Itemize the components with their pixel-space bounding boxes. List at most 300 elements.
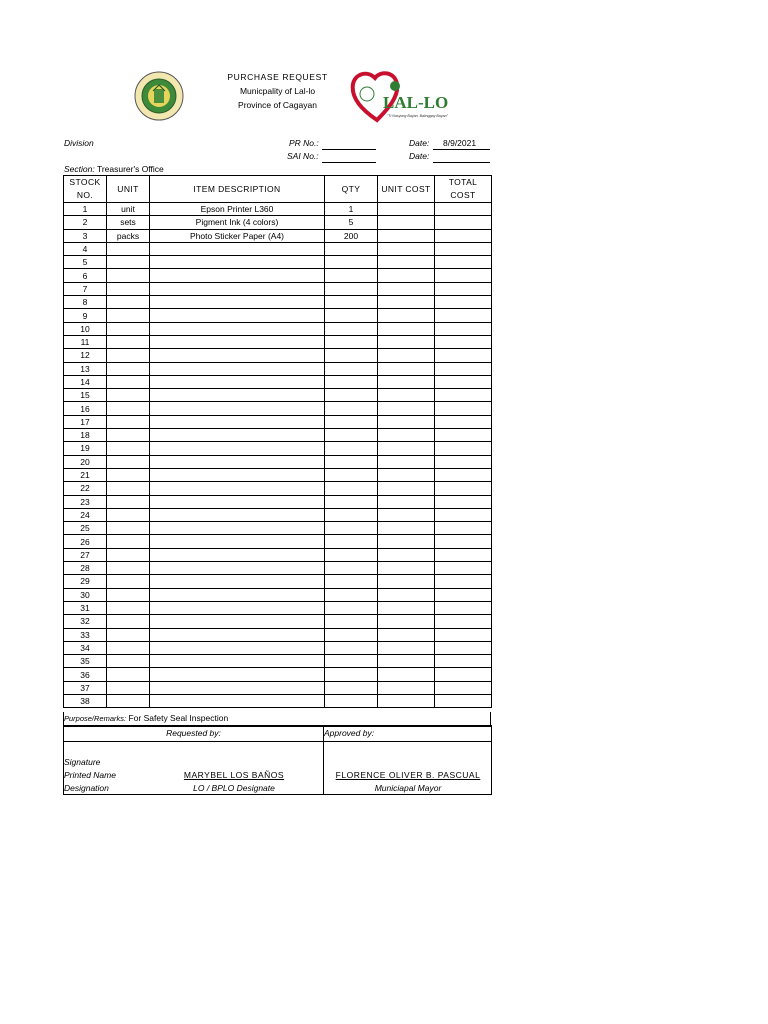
unit-cost-cell bbox=[378, 256, 435, 269]
total-cost-cell bbox=[435, 203, 492, 216]
item-description-cell bbox=[150, 468, 325, 481]
requester-name: MARYBEL LOS BAÑOS bbox=[183, 770, 285, 780]
unit-cost-cell bbox=[378, 575, 435, 588]
unit-cell bbox=[107, 522, 150, 535]
unit-cell bbox=[107, 322, 150, 335]
table-row bbox=[64, 256, 492, 269]
col-header-total-cost: TOTAL COST bbox=[435, 176, 492, 203]
unit-cost-cell bbox=[378, 668, 435, 681]
stock-no-cell: 14 bbox=[64, 375, 107, 388]
total-cost-cell bbox=[435, 615, 492, 628]
item-description-cell bbox=[150, 535, 325, 548]
stock-no-cell: 37 bbox=[64, 681, 107, 694]
qty-cell bbox=[325, 628, 378, 641]
item-description-cell bbox=[150, 296, 325, 309]
item-description-cell bbox=[150, 482, 325, 495]
unit-cost-cell bbox=[378, 362, 435, 375]
svg-text:LAL-LO: LAL-LO bbox=[383, 93, 449, 112]
requester-cell bbox=[64, 742, 324, 795]
total-cost-cell bbox=[435, 548, 492, 561]
table-row bbox=[64, 575, 492, 588]
unit-cost-cell bbox=[378, 535, 435, 548]
qty-cell bbox=[325, 508, 378, 521]
qty-cell bbox=[325, 269, 378, 282]
unit-cell bbox=[107, 309, 150, 322]
item-description-cell bbox=[150, 628, 325, 641]
item-description-cell bbox=[150, 256, 325, 269]
table-row bbox=[64, 389, 492, 402]
stock-no-cell: 13 bbox=[64, 362, 107, 375]
total-cost-cell bbox=[435, 296, 492, 309]
total-cost-cell bbox=[435, 216, 492, 229]
unit-cell bbox=[107, 508, 150, 521]
table-header-row bbox=[64, 176, 492, 203]
stock-no-cell: 25 bbox=[64, 522, 107, 535]
unit-cell bbox=[107, 562, 150, 575]
unit-cell bbox=[107, 681, 150, 694]
col-header-stock-no: STOCK NO. bbox=[64, 176, 107, 203]
stock-no-cell: 20 bbox=[64, 455, 107, 468]
unit-cell bbox=[107, 668, 150, 681]
table-row bbox=[64, 655, 492, 668]
stock-no-cell: 9 bbox=[64, 309, 107, 322]
unit-cell bbox=[107, 655, 150, 668]
stock-no-cell: 10 bbox=[64, 322, 107, 335]
unit-cell: unit bbox=[107, 203, 150, 216]
stock-no-cell: 21 bbox=[64, 468, 107, 481]
item-description-cell bbox=[150, 269, 325, 282]
unit-cost-cell bbox=[378, 335, 435, 348]
total-cost-cell bbox=[435, 349, 492, 362]
table-row bbox=[64, 482, 492, 495]
sai-no-label: SAI No.: bbox=[287, 151, 319, 161]
table-row bbox=[64, 335, 492, 348]
province-name: Province of Cagayan bbox=[238, 100, 317, 110]
stock-no-cell: 18 bbox=[64, 429, 107, 442]
qty-cell: 1 bbox=[325, 203, 378, 216]
qty-cell bbox=[325, 415, 378, 428]
stock-no-cell: 35 bbox=[64, 655, 107, 668]
item-description-cell bbox=[150, 282, 325, 295]
total-cost-cell bbox=[435, 482, 492, 495]
item-description-cell bbox=[150, 562, 325, 575]
unit-cost-cell bbox=[378, 455, 435, 468]
table-row bbox=[64, 588, 492, 601]
total-cost-cell bbox=[435, 402, 492, 415]
qty-cell bbox=[325, 601, 378, 614]
unit-cost-cell bbox=[378, 282, 435, 295]
sai-no-field[interactable] bbox=[322, 162, 376, 163]
approver-name: FLORENCE OLIVER B. PASCUAL bbox=[335, 770, 481, 780]
stock-no-cell: 2 bbox=[64, 216, 107, 229]
stock-no-cell: 8 bbox=[64, 296, 107, 309]
svg-text:"Ti Nasyong Bayan, Balinggay B: "Ti Nasyong Bayan, Balinggay Bayan" bbox=[387, 114, 448, 118]
total-cost-cell bbox=[435, 309, 492, 322]
table-row bbox=[64, 548, 492, 561]
total-cost-cell bbox=[435, 362, 492, 375]
qty-cell bbox=[325, 562, 378, 575]
table-row bbox=[64, 216, 492, 229]
table-row bbox=[64, 229, 492, 242]
stock-no-cell: 34 bbox=[64, 641, 107, 654]
item-description-cell bbox=[150, 242, 325, 255]
total-cost-cell bbox=[435, 588, 492, 601]
item-description-cell bbox=[150, 508, 325, 521]
unit-cell bbox=[107, 694, 150, 707]
unit-cell bbox=[107, 548, 150, 561]
stock-no-cell: 3 bbox=[64, 229, 107, 242]
total-cost-cell bbox=[435, 575, 492, 588]
table-row bbox=[64, 681, 492, 694]
document-title-block bbox=[210, 70, 345, 112]
qty-cell bbox=[325, 256, 378, 269]
total-cost-cell bbox=[435, 468, 492, 481]
total-cost-cell bbox=[435, 335, 492, 348]
table-row bbox=[64, 203, 492, 216]
item-description-cell bbox=[150, 495, 325, 508]
unit-cell bbox=[107, 402, 150, 415]
item-description-cell bbox=[150, 694, 325, 707]
table-row bbox=[64, 522, 492, 535]
unit-cost-cell bbox=[378, 628, 435, 641]
total-cost-cell bbox=[435, 668, 492, 681]
table-row bbox=[64, 429, 492, 442]
unit-cell bbox=[107, 575, 150, 588]
total-cost-cell bbox=[435, 681, 492, 694]
unit-cell bbox=[107, 256, 150, 269]
qty-cell: 5 bbox=[325, 216, 378, 229]
unit-cost-cell bbox=[378, 694, 435, 707]
unit-cost-cell bbox=[378, 495, 435, 508]
col-header-unit-cost: UNIT COST bbox=[378, 176, 435, 203]
table-row bbox=[64, 508, 492, 521]
section-label: Section: bbox=[64, 164, 95, 174]
item-description-cell bbox=[150, 668, 325, 681]
unit-cell bbox=[107, 535, 150, 548]
qty-cell: 200 bbox=[325, 229, 378, 242]
item-description-cell bbox=[150, 548, 325, 561]
total-cost-cell bbox=[435, 282, 492, 295]
unit-cost-cell bbox=[378, 402, 435, 415]
unit-cell bbox=[107, 429, 150, 442]
qty-cell bbox=[325, 322, 378, 335]
unit-cell bbox=[107, 442, 150, 455]
qty-cell bbox=[325, 482, 378, 495]
unit-cell bbox=[107, 389, 150, 402]
total-cost-cell bbox=[435, 256, 492, 269]
stock-no-cell: 11 bbox=[64, 335, 107, 348]
table-row bbox=[64, 282, 492, 295]
total-cost-cell bbox=[435, 229, 492, 242]
item-description-cell bbox=[150, 415, 325, 428]
total-cost-cell bbox=[435, 628, 492, 641]
unit-cost-cell bbox=[378, 601, 435, 614]
unit-cell bbox=[107, 588, 150, 601]
stock-no-cell: 33 bbox=[64, 628, 107, 641]
table-row bbox=[64, 242, 492, 255]
table-row bbox=[64, 362, 492, 375]
qty-cell bbox=[325, 455, 378, 468]
requester-designation: LO / BPLO Designate bbox=[193, 783, 275, 793]
remarks-label: Purpose/Remarks: bbox=[64, 714, 127, 723]
stock-no-cell: 4 bbox=[64, 242, 107, 255]
table-row bbox=[64, 694, 492, 707]
item-description-cell bbox=[150, 601, 325, 614]
stock-no-cell: 36 bbox=[64, 668, 107, 681]
stock-no-cell: 19 bbox=[64, 442, 107, 455]
stock-no-cell: 31 bbox=[64, 601, 107, 614]
item-description-cell bbox=[150, 655, 325, 668]
total-cost-cell bbox=[435, 694, 492, 707]
section-line bbox=[64, 164, 164, 174]
item-description-cell bbox=[150, 442, 325, 455]
unit-cost-cell bbox=[378, 482, 435, 495]
municipality-name: Municpality of Lal-lo bbox=[239, 86, 316, 96]
total-cost-cell bbox=[435, 495, 492, 508]
stock-no-cell: 15 bbox=[64, 389, 107, 402]
table-row bbox=[64, 601, 492, 614]
table-row bbox=[64, 322, 492, 335]
table-row bbox=[64, 668, 492, 681]
signature-block bbox=[63, 712, 491, 795]
unit-cell bbox=[107, 282, 150, 295]
unit-cost-cell bbox=[378, 655, 435, 668]
unit-cell bbox=[107, 362, 150, 375]
stock-no-cell: 12 bbox=[64, 349, 107, 362]
qty-cell bbox=[325, 694, 378, 707]
stock-no-cell: 1 bbox=[64, 203, 107, 216]
unit-cost-cell bbox=[378, 349, 435, 362]
total-cost-cell bbox=[435, 601, 492, 614]
unit-cell bbox=[107, 468, 150, 481]
qty-cell bbox=[325, 309, 378, 322]
item-description-cell bbox=[150, 349, 325, 362]
item-description-cell bbox=[150, 362, 325, 375]
qty-cell bbox=[325, 548, 378, 561]
unit-cell: packs bbox=[107, 229, 150, 242]
section-value: Treasurer's Office bbox=[96, 164, 164, 174]
stock-no-cell: 22 bbox=[64, 482, 107, 495]
item-description-cell bbox=[150, 402, 325, 415]
items-table-body bbox=[64, 203, 492, 708]
qty-cell bbox=[325, 296, 378, 309]
date-label-2: Date: bbox=[409, 151, 430, 161]
item-description-cell bbox=[150, 309, 325, 322]
qty-cell bbox=[325, 575, 378, 588]
col-header-item-description: ITEM DESCRIPTION bbox=[150, 176, 325, 203]
unit-cell bbox=[107, 641, 150, 654]
item-description-cell bbox=[150, 455, 325, 468]
unit-cell bbox=[107, 628, 150, 641]
unit-cost-cell bbox=[378, 429, 435, 442]
table-row bbox=[64, 495, 492, 508]
unit-cell bbox=[107, 615, 150, 628]
stock-no-cell: 28 bbox=[64, 562, 107, 575]
unit-cell bbox=[107, 296, 150, 309]
unit-cost-cell bbox=[378, 415, 435, 428]
qty-cell bbox=[325, 668, 378, 681]
signature-label: Signature bbox=[64, 757, 101, 767]
unit-cost-cell bbox=[378, 216, 435, 229]
pr-no-label: PR No.: bbox=[289, 138, 319, 148]
qty-cell bbox=[325, 282, 378, 295]
table-row bbox=[64, 535, 492, 548]
qty-cell bbox=[325, 442, 378, 455]
unit-cost-cell bbox=[378, 203, 435, 216]
unit-cell bbox=[107, 495, 150, 508]
qty-cell bbox=[325, 588, 378, 601]
unit-cell bbox=[107, 335, 150, 348]
item-description-cell bbox=[150, 681, 325, 694]
stock-no-cell: 38 bbox=[64, 694, 107, 707]
remarks-row bbox=[63, 712, 491, 725]
unit-cost-cell bbox=[378, 641, 435, 654]
table-row bbox=[64, 309, 492, 322]
item-description-cell: Epson Printer L360 bbox=[150, 203, 325, 216]
total-cost-cell bbox=[435, 429, 492, 442]
total-cost-cell bbox=[435, 375, 492, 388]
qty-cell bbox=[325, 468, 378, 481]
qty-cell bbox=[325, 429, 378, 442]
date-label-1: Date: bbox=[409, 138, 430, 148]
unit-cost-cell bbox=[378, 468, 435, 481]
designation-label: Designation bbox=[64, 783, 109, 793]
unit-cell bbox=[107, 349, 150, 362]
lal-lo-logo bbox=[349, 68, 449, 124]
date-field-1[interactable] bbox=[433, 149, 490, 150]
table-row bbox=[64, 415, 492, 428]
table-row bbox=[64, 562, 492, 575]
item-description-cell bbox=[150, 522, 325, 535]
table-row bbox=[64, 296, 492, 309]
item-description-cell bbox=[150, 322, 325, 335]
unit-cell bbox=[107, 482, 150, 495]
item-description-cell bbox=[150, 588, 325, 601]
unit-cost-cell bbox=[378, 522, 435, 535]
qty-cell bbox=[325, 615, 378, 628]
unit-cell bbox=[107, 455, 150, 468]
total-cost-cell bbox=[435, 389, 492, 402]
unit-cost-cell bbox=[378, 508, 435, 521]
item-description-cell bbox=[150, 615, 325, 628]
date-value-1: 8/9/2021 bbox=[443, 138, 477, 148]
qty-cell bbox=[325, 535, 378, 548]
col-header-unit: UNIT bbox=[107, 176, 150, 203]
col-header-qty: QTY bbox=[325, 176, 378, 203]
total-cost-cell bbox=[435, 535, 492, 548]
item-description-cell bbox=[150, 389, 325, 402]
total-cost-cell bbox=[435, 322, 492, 335]
municipal-seal-icon bbox=[134, 71, 184, 121]
total-cost-cell bbox=[435, 415, 492, 428]
total-cost-cell bbox=[435, 522, 492, 535]
printed-name-label: Printed Name bbox=[64, 770, 116, 780]
total-cost-cell bbox=[435, 655, 492, 668]
unit-cost-cell bbox=[378, 389, 435, 402]
table-row bbox=[64, 402, 492, 415]
qty-cell bbox=[325, 522, 378, 535]
requested-by-label: Requested by: bbox=[64, 726, 324, 742]
table-row bbox=[64, 468, 492, 481]
approver-cell bbox=[324, 742, 492, 795]
unit-cost-cell bbox=[378, 442, 435, 455]
table-row bbox=[64, 375, 492, 388]
unit-cell bbox=[107, 601, 150, 614]
unit-cost-cell bbox=[378, 681, 435, 694]
qty-cell bbox=[325, 681, 378, 694]
item-description-cell bbox=[150, 575, 325, 588]
item-description-cell: Pigment Ink (4 colors) bbox=[150, 216, 325, 229]
unit-cost-cell bbox=[378, 588, 435, 601]
unit-cost-cell bbox=[378, 309, 435, 322]
qty-cell bbox=[325, 349, 378, 362]
unit-cost-cell bbox=[378, 375, 435, 388]
unit-cost-cell bbox=[378, 296, 435, 309]
qty-cell bbox=[325, 375, 378, 388]
remarks-value: For Safety Seal Inspection bbox=[128, 713, 229, 723]
table-row bbox=[64, 349, 492, 362]
item-description-cell bbox=[150, 375, 325, 388]
unit-cell: sets bbox=[107, 216, 150, 229]
items-table bbox=[63, 175, 492, 708]
signature-table bbox=[63, 725, 492, 795]
stock-no-cell: 30 bbox=[64, 588, 107, 601]
table-row bbox=[64, 455, 492, 468]
item-description-cell bbox=[150, 335, 325, 348]
unit-cell bbox=[107, 242, 150, 255]
stock-no-cell: 23 bbox=[64, 495, 107, 508]
total-cost-cell bbox=[435, 641, 492, 654]
stock-no-cell: 17 bbox=[64, 415, 107, 428]
total-cost-cell bbox=[435, 442, 492, 455]
total-cost-cell bbox=[435, 242, 492, 255]
item-description-cell bbox=[150, 429, 325, 442]
stock-no-cell: 7 bbox=[64, 282, 107, 295]
qty-cell bbox=[325, 362, 378, 375]
stock-no-cell: 24 bbox=[64, 508, 107, 521]
stock-no-cell: 6 bbox=[64, 269, 107, 282]
table-row bbox=[64, 442, 492, 455]
qty-cell bbox=[325, 495, 378, 508]
pr-no-field[interactable] bbox=[322, 149, 376, 150]
date-field-2[interactable] bbox=[433, 162, 490, 163]
unit-cell bbox=[107, 375, 150, 388]
approved-by-label: Approved by: bbox=[324, 726, 492, 742]
qty-cell bbox=[325, 242, 378, 255]
stock-no-cell: 29 bbox=[64, 575, 107, 588]
unit-cost-cell bbox=[378, 615, 435, 628]
stock-no-cell: 26 bbox=[64, 535, 107, 548]
qty-cell bbox=[325, 335, 378, 348]
table-row bbox=[64, 641, 492, 654]
total-cost-cell bbox=[435, 562, 492, 575]
total-cost-cell bbox=[435, 508, 492, 521]
stock-no-cell: 32 bbox=[64, 615, 107, 628]
unit-cost-cell bbox=[378, 269, 435, 282]
document-title: PURCHASE REQUEST bbox=[227, 72, 328, 82]
table-row bbox=[64, 269, 492, 282]
qty-cell bbox=[325, 655, 378, 668]
item-description-cell: Photo Sticker Paper (A4) bbox=[150, 229, 325, 242]
total-cost-cell bbox=[435, 455, 492, 468]
unit-cost-cell bbox=[378, 548, 435, 561]
unit-cost-cell bbox=[378, 242, 435, 255]
item-description-cell bbox=[150, 641, 325, 654]
unit-cost-cell bbox=[378, 562, 435, 575]
unit-cost-cell bbox=[378, 229, 435, 242]
qty-cell bbox=[325, 389, 378, 402]
unit-cost-cell bbox=[378, 322, 435, 335]
